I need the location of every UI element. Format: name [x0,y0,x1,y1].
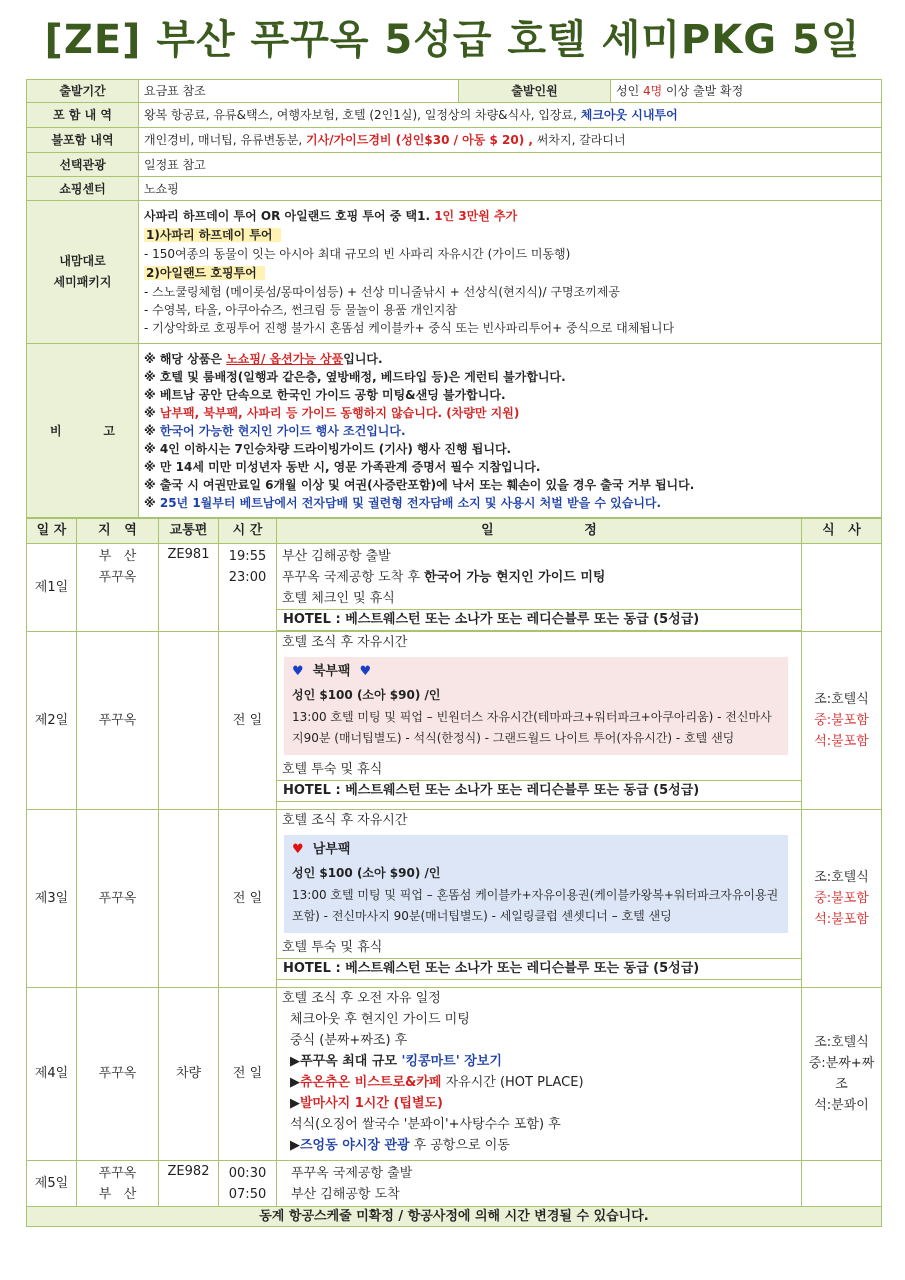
semi-label [27,201,139,344]
day4-time: 전 일 [219,988,277,1161]
day1-label: 제1일 [27,544,77,632]
departure-value: 요금표 참조 [139,80,459,103]
day3-south-pack-box [284,835,788,933]
day4-line-2: 체크아웃 후 현지인 가이드 미팅 [290,1012,470,1027]
day2-meal-3: 석:불포함 [814,734,869,749]
exclude-post: 써차지, 갈라디너 [532,133,626,147]
semi-label-1: 내맘대로 [59,254,106,268]
semi-opt1-title: 1)사파리 하프데이 투어 [144,228,281,242]
schedule-table [26,518,882,1227]
day1-line-1: 부산 김해공항 출발 [282,549,391,564]
day2-region: 푸꾸옥 [77,632,159,810]
footer-note: 동계 항공스케줄 미확정 / 항공사정에 의해 시간 변경될 수 있습니다. [27,1207,882,1227]
day3-time: 전 일 [219,810,277,988]
day4-line-6 [290,1093,796,1114]
note-5-pre: ※ [144,423,160,438]
day5-label: 제5일 [27,1161,77,1207]
header-region: 지 역 [77,519,159,544]
day3-box-desc: 13:00 호텔 미팅 및 픽업 – 혼똠섬 케이블카+자유이용권(케이블카왕복+워터파크자유이용권포함) - 전신마사지 90분(매너팁별도) - 세일링클럽 센셋디너 – 호텔 샌딩 [292,888,779,923]
day4-row [27,988,882,1161]
semi-opt2-title: 2)아일랜드 호핑투어 [144,266,265,280]
day3-meal [802,810,882,988]
note-6: ※ 4인 이하시는 7인승차량 드라이빙가이드 (기사) 행사 진행 됩니다. [144,441,512,456]
day1-itinerary [277,544,802,632]
header-transport: 교통편 [159,519,219,544]
day2-box-title-row [292,661,780,683]
day4-line-5 [290,1072,796,1093]
day4-line-8-blue: 즈엉동 야시장 관광 [300,1138,410,1153]
blue-heart-icon: ♥ [292,664,304,679]
day4-line-4-blue: '킹콩마트' 장보기 [401,1054,502,1069]
day4-meal-1: 조:호텔식 [814,1035,869,1050]
semi-opt1-desc: - 150여종의 동물이 잇는 아시아 최대 규모의 빈 사파리 자유시간 (가이드 미동행) [144,247,571,261]
semi-intro [144,207,876,225]
semi-intro-red: 1인 3만원 추가 [430,209,518,223]
semi-label-2: 세미패키지 [53,275,112,289]
day3-row [27,810,882,988]
semi-opt1 [144,225,876,245]
info-table [26,79,882,518]
exclude-row [27,128,882,153]
day2-transport [159,632,219,810]
blue-heart-icon: ♥ [359,664,372,679]
day4-label: 제4일 [27,988,77,1161]
day3-meal-3: 석:불포함 [814,912,869,927]
semi-opt2 [144,263,876,283]
semi-package-row [27,201,882,344]
schedule-header-row [27,519,882,544]
semi-opt2-desc1: - 스노쿨링체험 (메이롯섬/몽따이섬등) + 선상 미니줄낚시 + 선상식(현지식)/ 구명조끼제공 [144,285,620,299]
header-meal: 식 사 [802,519,882,544]
note-3: ※ 베트남 공안 단속으로 한국인 가이드 공항 미팅&샌딩 불가합니다. [144,387,506,402]
departure-label: 출발기간 [27,80,139,103]
include-label: 포 함 내 역 [27,103,139,128]
day2-box-price: 성인 $100 (소아 $90) /인 [292,688,441,702]
day3-transport [159,810,219,988]
people-num: 4명 [643,84,663,98]
note-1-red: 노쇼핑/ 옵션가능 상품 [226,351,344,366]
note-5-blue: 한국어 가능한 현지인 가이드 행사 조건입니다. [159,423,406,438]
note-2: ※ 호텔 및 룸배정(일행과 같은층, 옆방배정, 베드타입 등)은 게런티 불가합니다. [144,369,566,384]
shopping-row [27,177,882,201]
day4-line-6-red: 발마사지 1시간 (팁별도) [300,1096,444,1111]
day2-box-title: 북부팩 [312,664,351,679]
day4-line-1: 호텔 조식 후 오전 자유 일정 [282,991,441,1006]
day4-transport: 차량 [159,988,219,1161]
day4-line-6-pre: ▶ [290,1096,300,1111]
day5-region [77,1161,159,1207]
day4-line-3: 중식 (분짜+짜조) 후 [290,1033,408,1048]
day2-north-pack-box [284,657,788,755]
people-pre: 성인 [616,84,643,98]
day1-line-2 [282,567,796,588]
day2-line-1: 호텔 조식 후 자유시간 [282,635,408,650]
note-1-pre: ※ 해당 상품은 [144,351,227,366]
day2-box-desc: 13:00 호텔 미팅 및 픽업 – 빈원더스 자유시간(테마파크+워터파크+아쿠아리움) - 전신마사지90분 (매너팁별도) - 석식(한정식) - 그랜드월드 나이트 투어(자유시간) - 호텔 샌딩 [292,710,772,745]
notes-label: 비 고 [27,344,139,518]
day2-meal-2: 중:불포함 [814,713,869,728]
notes-content [139,344,882,518]
day5-itinerary [277,1161,802,1207]
note-1 [144,350,876,368]
day1-time-1: 19:55 [228,549,267,564]
day2-meal [802,632,882,810]
day4-line-8-post: 후 공항으로 이동 [409,1138,510,1153]
departure-row [27,80,882,103]
day4-itinerary [277,988,802,1161]
day2-row [27,632,882,810]
day4-meal-3: 석:분꽈이 [814,1098,869,1113]
day4-line-5-pre: ▶ [290,1075,300,1090]
day3-hotel: HOTEL : 베스트웨스턴 또는 소나가 또는 레디슨블루 또는 동급 (5성급) [277,958,802,980]
day5-line-1: 푸꾸옥 국제공항 출발 [291,1166,413,1181]
day5-line-2: 부산 김해공항 도착 [291,1187,400,1202]
day4-region: 푸꾸옥 [77,988,159,1161]
note-4 [144,404,876,422]
option-value: 일정표 참고 [139,153,882,177]
day3-line-2: 호텔 투숙 및 휴식 [282,940,383,955]
day3-box-title: 남부팩 [312,842,351,857]
day4-line-8-pre: ▶ [290,1138,300,1153]
exclude-red: 기사/가이드경비 (성인$30 / 아동 $ 20) , [306,133,533,147]
day1-line-2-bold: 한국어 가능 현지인 가이드 미팅 [424,570,606,585]
shopping-label: 쇼핑센터 [27,177,139,201]
note-4-red: 남부팩, 북부팩, 사파리 등 가이드 동행하지 않습니다. (차량만 지원) [159,405,520,420]
day4-meal [802,988,882,1161]
note-7: ※ 만 14세 미만 미성년자 동반 시, 영문 가족관계 증명서 필수 지참입니다. [144,459,541,474]
day5-time-1: 00:30 [228,1166,267,1181]
day3-meal-1: 조:호텔식 [814,870,869,885]
day3-itinerary [277,810,802,988]
note-5 [144,422,876,440]
semi-intro-text: 사파리 하프데이 투어 OR 아일랜드 호핑 투어 중 택1. [144,209,431,223]
note-9 [144,494,876,512]
day1-line-2-pre: 푸꾸옥 국제공항 도착 후 [282,570,425,585]
day1-transport: ZE981 [159,544,219,632]
day5-region-1: 푸꾸옥 [98,1166,137,1181]
day5-region-2: 부 산 [98,1187,137,1202]
day3-meal-2: 중:불포함 [814,891,869,906]
day1-region-2: 푸꾸옥 [98,570,137,585]
header-itinerary: 일 정 [277,519,802,544]
notes-row [27,344,882,518]
note-9-pre: ※ [144,495,160,510]
header-day: 일 자 [27,519,77,544]
page-title: [ZE] 부산 푸꾸옥 5성급 호텔 세미PKG 5일 [44,17,861,63]
include-highlight: 체크아웃 시내투어 [580,108,678,122]
day1-meal [802,544,882,632]
include-value [139,103,882,128]
day1-hotel: HOTEL : 베스트웨스턴 또는 소나가 또는 레디슨블루 또는 동급 (5성급) [277,609,802,631]
day2-meal-1: 조:호텔식 [814,692,869,707]
day1-row [27,544,882,632]
day5-time-2: 07:50 [228,1187,267,1202]
day3-label: 제3일 [27,810,77,988]
day4-line-5-post: 자유시간 (HOT PLACE) [441,1075,584,1090]
day5-time [219,1161,277,1207]
option-row [27,153,882,177]
day2-hotel: HOTEL : 베스트웨스턴 또는 소나가 또는 레디슨블루 또는 동급 (5성급) [277,780,802,802]
semi-opt2-desc3: - 기상악화로 호핑투어 진행 불가시 혼똠섬 케이블카+ 중식 또는 빈사파리투어+ 중식으로 대체됩니다 [144,321,675,335]
note-8: ※ 출국 시 여권만료일 6개월 이상 및 여권(사증란포함)에 낙서 또는 훼손이 있을 경우 출국 거부 됩니다. [144,477,695,492]
option-label: 선택관광 [27,153,139,177]
day4-line-8 [290,1135,796,1156]
day4-line-4-pre: ▶푸꾸옥 최대 규모 [290,1054,402,1069]
header-time: 시 간 [219,519,277,544]
day1-region [77,544,159,632]
include-text: 왕복 항공료, 유류&택스, 여행자보험, 호텔 (2인1실), 일정상의 차량&식사, 입장료, [144,108,581,122]
day4-meal-2: 중:분짜+짜조 [808,1056,875,1092]
exclude-value [139,128,882,153]
people-post: 이상 출발 확정 [662,84,744,98]
day3-box-price: 성인 $100 (소아 $90) /인 [292,866,441,880]
day2-label: 제2일 [27,632,77,810]
day1-time-2: 23:00 [228,570,267,585]
day5-meal [802,1161,882,1207]
day5-transport: ZE982 [159,1161,219,1207]
note-9-blue: 25년 1월부터 베트남에서 전자담배 및 궐련형 전자담배 소지 및 사용시 처벌 받을 수 있습니다. [159,495,662,510]
day3-box-title-row [292,839,780,861]
people-label: 출발인원 [459,80,611,103]
day2-time: 전 일 [219,632,277,810]
include-row [27,103,882,128]
day1-time [219,544,277,632]
exclude-label: 불포함 내역 [27,128,139,153]
day2-line-2: 호텔 투숙 및 휴식 [282,762,383,777]
day1-region-1: 부 산 [98,549,137,564]
semi-package-content [139,201,882,344]
red-heart-icon: ♥ [292,842,304,857]
day3-line-1: 호텔 조식 후 자유시간 [282,813,408,828]
day1-line-3: 호텔 체크인 및 휴식 [282,591,395,606]
day3-region: 푸꾸옥 [77,810,159,988]
day5-row [27,1161,882,1207]
day4-line-7: 석식(오징어 쌀국수 '분꽈이'+사탕수수 포함) 후 [290,1117,561,1132]
note-4-pre: ※ [144,405,160,420]
day2-itinerary [277,632,802,810]
semi-opt2-desc2: - 수영복, 타올, 아쿠아슈즈, 썬크림 등 물놀이 용품 개인지참 [144,303,457,317]
people-value [611,80,882,103]
shopping-value: 노쇼핑 [139,177,882,201]
exclude-pre: 개인경비, 매너팁, 유류변동분, [144,133,306,147]
note-1-post: 입니다. [343,351,383,366]
day4-details [282,1009,796,1156]
footer-row [27,1207,882,1227]
day4-line-5-red: 츄온츄온 비스트로&카페 [300,1075,442,1090]
day4-line-4 [290,1051,796,1072]
